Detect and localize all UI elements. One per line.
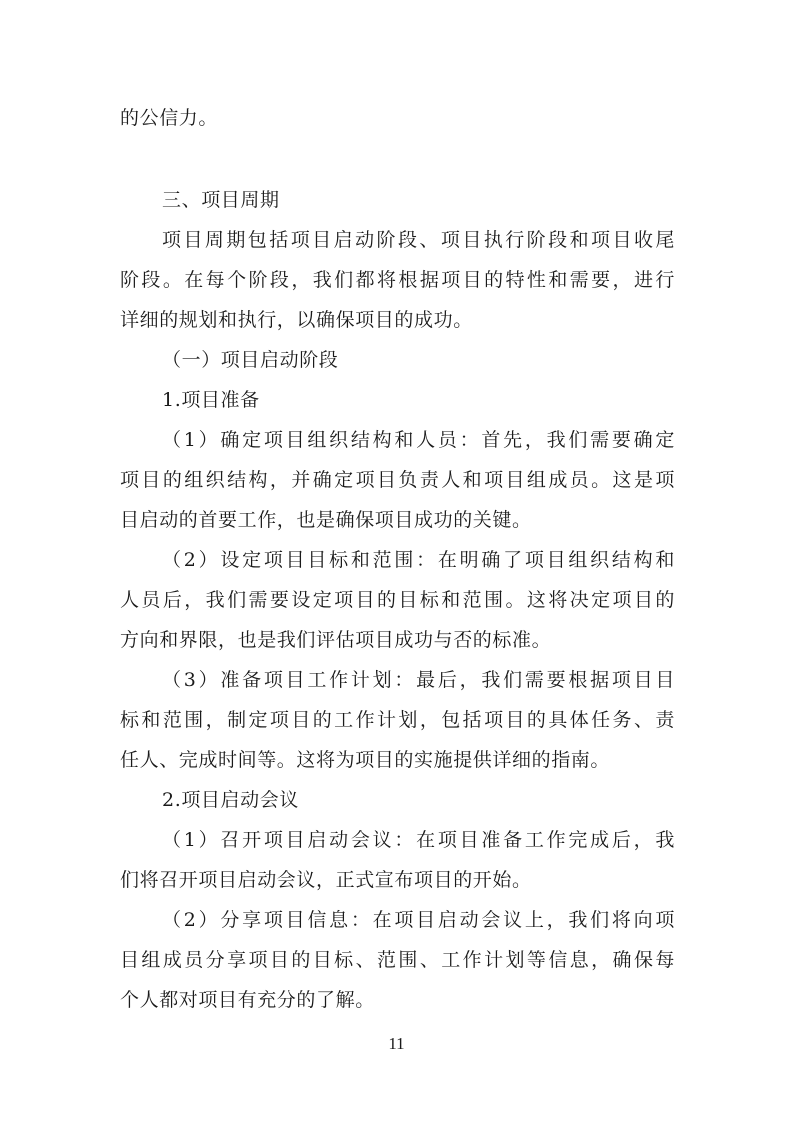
page-number: 11: [388, 1034, 405, 1053]
page-body: [120, 98, 675, 1020]
paragraph-line: 任人、完成时间等。这将为项目的实施提供详细的指南。: [120, 749, 611, 771]
subsection-heading: （一）项目启动阶段: [162, 349, 339, 371]
paragraph-line: （1）召开项目启动会议：在项目准备工作完成后，我: [162, 829, 675, 851]
paragraph-line: （1）确定项目组织结构和人员：首先，我们需要确定: [162, 429, 675, 451]
paragraph-line: 方向和界限，也是我们评估项目成功与否的标准。: [120, 629, 552, 651]
item-heading: 2.项目启动会议: [162, 789, 299, 811]
paragraph-line: 详细的规划和执行，以确保项目的成功。: [120, 309, 473, 331]
paragraph-line: 们将召开项目启动会议，正式宣布项目的开始。: [120, 869, 532, 891]
paragraph-line: 阶段。在每个阶段，我们都将根据项目的特性和需要，进行: [120, 269, 675, 291]
paragraph-line: 项目周期包括项目启动阶段、项目执行阶段和项目收尾: [162, 229, 675, 251]
paragraph-line: 目组成员分享项目的目标、范围、工作计划等信息，确保每: [120, 949, 675, 971]
paragraph-line: 标和范围，制定项目的工作计划，包括项目的具体任务、责: [120, 709, 675, 731]
item-heading: 1.项目准备: [162, 389, 260, 411]
paragraph-line: 目启动的首要工作，也是确保项目成功的关键。: [120, 509, 532, 531]
paragraph-line: （2）设定项目目标和范围：在明确了项目组织结构和: [162, 549, 675, 571]
paragraph-line: 个人都对项目有充分的了解。: [120, 989, 375, 1011]
paragraph-line: 人员后，我们需要设定项目的目标和范围。这将决定项目的: [120, 589, 675, 611]
paragraph-line: （2）分享项目信息：在项目启动会议上，我们将向项: [162, 909, 675, 931]
paragraph-line: 项目的组织结构，并确定项目负责人和项目组成员。这是项: [120, 469, 675, 491]
paragraph-line: （3）准备项目工作计划：最后，我们需要根据项目目: [162, 669, 675, 691]
continuation-line: 的公信力。: [120, 107, 219, 129]
section-heading: 三、项目周期: [162, 189, 280, 211]
paragraph-gap: [120, 138, 675, 180]
